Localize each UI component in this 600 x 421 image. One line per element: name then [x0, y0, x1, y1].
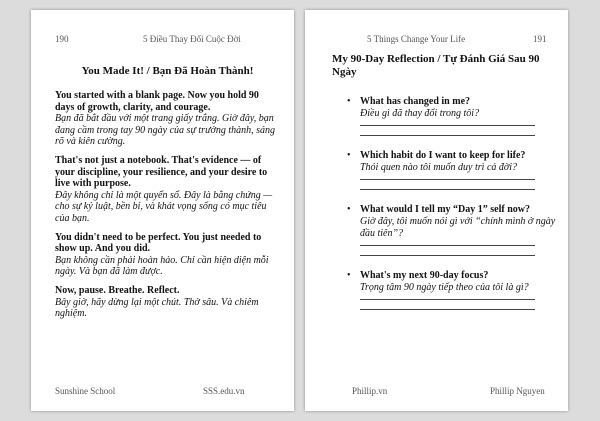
question-english: What's my next 90-day focus?	[360, 270, 489, 282]
paragraph-vietnamese: Bạn đã bắt đầu với một trang giấy trắng. Giờ đây, bạn đang cầm trong tay 90 ngày của sự trưởng thành, sáng rõ và kiên cường.	[55, 113, 276, 148]
answer-line[interactable]	[360, 299, 535, 300]
answer-line[interactable]	[360, 309, 535, 310]
paragraph-english: You didn't need to be perfect. You just needed to show up. And you did.	[55, 231, 262, 255]
question-vietnamese: Giờ đây, tôi muốn nói gì với “chính mình ở ngày đầu tiên”?	[360, 215, 556, 239]
answer-line[interactable]	[360, 245, 535, 246]
reflection-question	[332, 270, 557, 310]
paragraph-english: Now, pause. Breathe. Reflect.	[55, 284, 180, 296]
answer-line[interactable]	[360, 135, 535, 136]
reflection-question	[332, 204, 557, 256]
paragraph-english: You started with a blank page. Now you hold 90 days of growth, clarity, and courage.	[55, 90, 259, 113]
question-english: What has changed in me?	[360, 96, 471, 107]
footer-right: SSS.edu.vn	[203, 386, 245, 396]
paragraph	[55, 285, 280, 320]
footer-left: Phillip.vn	[352, 386, 388, 396]
answer-line[interactable]	[360, 179, 535, 180]
paragraph	[55, 90, 280, 148]
bullet-icon: •	[347, 270, 351, 282]
paragraph	[55, 232, 280, 278]
bullet-icon: •	[347, 150, 351, 162]
paragraph-english: That's not just a notebook. That's evidence — of your discipline, your resilience, and your desire to live with purpose.	[55, 154, 268, 190]
left-page	[31, 10, 294, 411]
paragraph-vietnamese: Bạn không cần phải hoàn hảo. Chỉ cần hiện diện mỗi ngày. Và bạn đã làm được.	[55, 254, 269, 278]
running-header: 5 Things Change Your Life	[367, 34, 466, 44]
paragraph-vietnamese: Đây không chỉ là một quyển sổ. Đây là bằng chứng — cho sự kỷ luật, bền bỉ, và khát vọng sống có mục tiêu của bạn.	[55, 189, 273, 224]
left-page-body	[55, 64, 280, 327]
right-page	[305, 10, 568, 411]
question-vietnamese: Điều gì đã thay đổi trong tôi?	[360, 107, 480, 119]
footer-left: Sunshine School	[55, 386, 116, 396]
answer-line[interactable]	[360, 255, 535, 256]
question-vietnamese: Thói quen nào tôi muốn duy trì cả đời?	[360, 161, 517, 173]
page-number: 191	[533, 34, 547, 44]
bullet-icon: •	[347, 204, 351, 216]
question-vietnamese: Trọng tâm 90 ngày tiếp theo của tôi là gì?	[360, 281, 529, 293]
right-page-body	[332, 53, 557, 324]
reflection-question	[332, 96, 557, 136]
answer-line[interactable]	[360, 125, 535, 126]
question-english: What would I tell my “Day 1” self now?	[360, 204, 531, 216]
footer-right: Phillip Nguyen	[490, 386, 545, 396]
paragraph	[55, 155, 280, 225]
page-number: 190	[55, 34, 69, 44]
page-title: You Made It! / Bạn Đã Hoàn Thành!	[81, 65, 254, 77]
reflection-question	[332, 150, 557, 190]
running-header: 5 Điều Thay Đổi Cuộc Đời	[143, 34, 241, 44]
answer-line[interactable]	[360, 189, 535, 190]
paragraph-vietnamese: Bây giờ, hãy dừng lại một chút. Thở sâu. Và chiêm nghiệm.	[55, 296, 259, 320]
page-title: My 90-Day Reflection / Tự Đánh Giá Sau 90 Ngày	[332, 53, 540, 78]
bullet-icon: •	[347, 96, 351, 107]
question-english: Which habit do I want to keep for life?	[360, 150, 526, 162]
